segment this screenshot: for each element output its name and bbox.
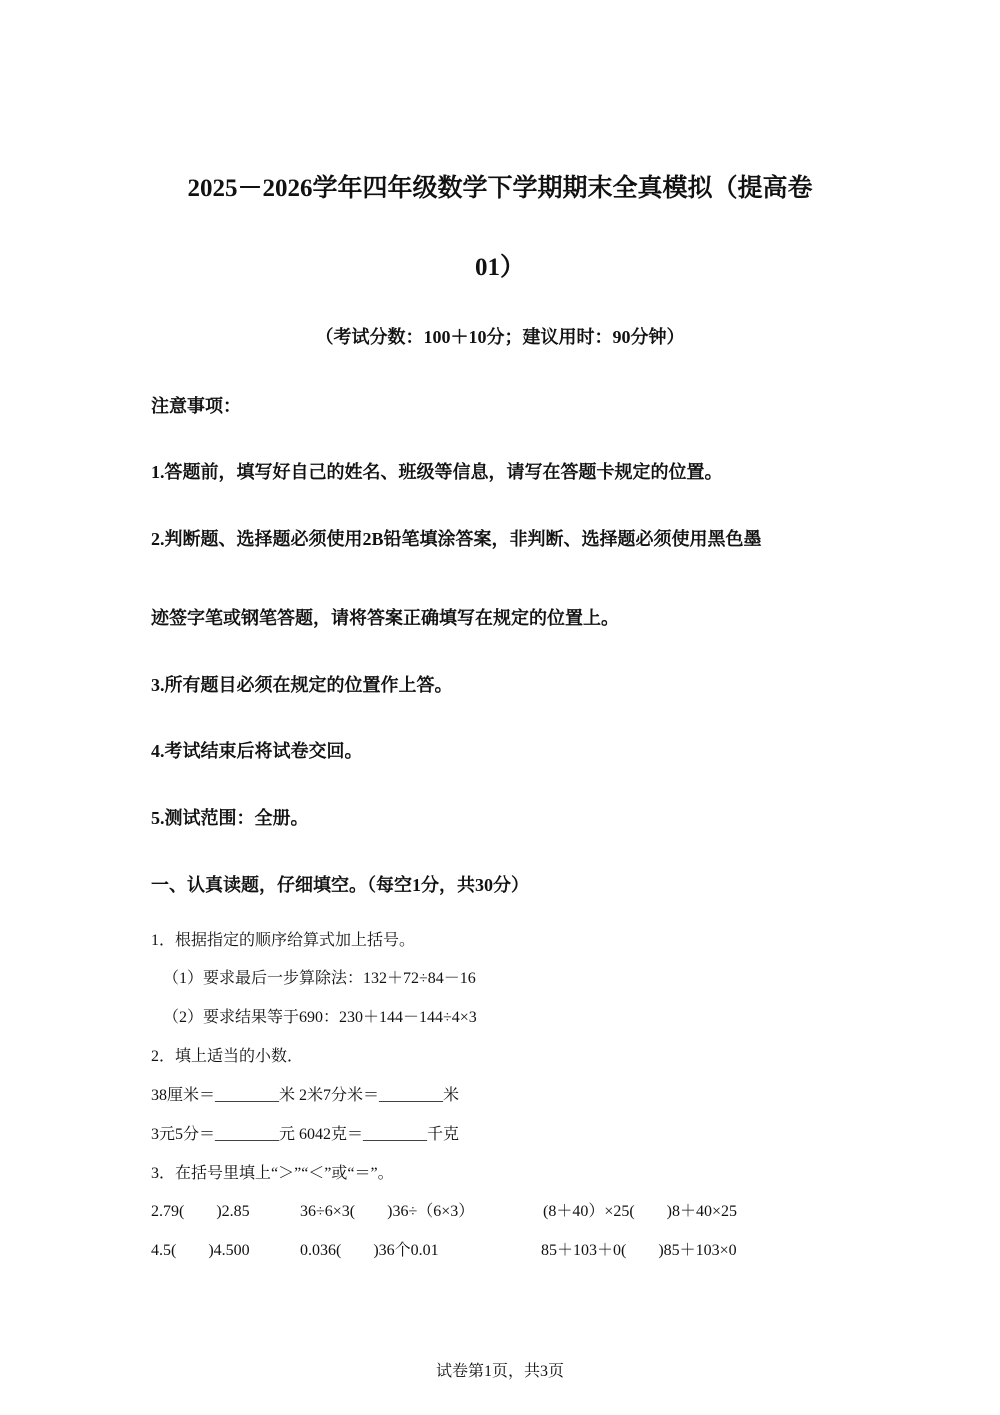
q3-r1-c2: 36÷6×3( )36÷（6×3）: [300, 1203, 475, 1220]
exam-title-line2: 01）: [474, 254, 525, 281]
q3-r2-c1: 4.5( )4.500: [151, 1242, 250, 1259]
note-item-2: 2.判断题、选择题必须使用2B铅笔填涂答案，非判断、选择题必须使用黑色墨: [151, 529, 762, 549]
q2-line2: 3元5分＝________元 6042克＝________千克: [151, 1126, 460, 1143]
q2-prompt: 2．填上适当的小数．: [151, 1048, 304, 1065]
note-item-1: 1.答题前，填写好自己的姓名、班级等信息，请写在答题卡规定的位置。: [151, 462, 723, 482]
q3-r2-c2: 0.036( )36个0.01: [300, 1242, 439, 1259]
q3-prompt: 3．在括号里填上“＞”“＜”或“＝”。: [151, 1165, 394, 1182]
note-item-5: 5.测试范围：全册。: [151, 808, 309, 828]
section1-heading: 一、认真读题，仔细填空。（每空1分，共30分）: [151, 875, 529, 895]
exam-subtitle: （考试分数：100＋10分；建议用时：90分钟）: [315, 327, 685, 347]
note-item-2-cont: 迹签字笔或钢笔答题，请将答案正确填写在规定的位置上。: [151, 608, 619, 628]
q1-prompt: 1．根据指定的顺序给算式加上括号。: [151, 932, 416, 949]
note-item-3: 3.所有题目必须在规定的位置作上答。: [151, 675, 453, 695]
q3-r2-c3: 85＋103＋0( )85＋103×0: [541, 1242, 737, 1259]
notes-heading: 注意事项：: [151, 396, 241, 416]
note-item-4: 4.考试结束后将试卷交回。: [151, 741, 363, 761]
q1-sub2: （2）要求结果等于690：230＋144－144÷4×3: [163, 1009, 477, 1026]
exam-title-line1: 2025－2026学年四年级数学下学期期末全真模拟（提高卷: [187, 175, 813, 202]
q3-r1-c1: 2.79( )2.85: [151, 1203, 250, 1220]
q1-sub1: （1）要求最后一步算除法：132＋72÷84－16: [163, 970, 476, 987]
q2-line1: 38厘米＝________米 2米7分米＝________米: [151, 1087, 460, 1104]
page-footer: 试卷第1页，共3页: [435, 1363, 564, 1380]
q3-r1-c3: (8＋40）×25( )8＋40×25: [543, 1203, 738, 1220]
